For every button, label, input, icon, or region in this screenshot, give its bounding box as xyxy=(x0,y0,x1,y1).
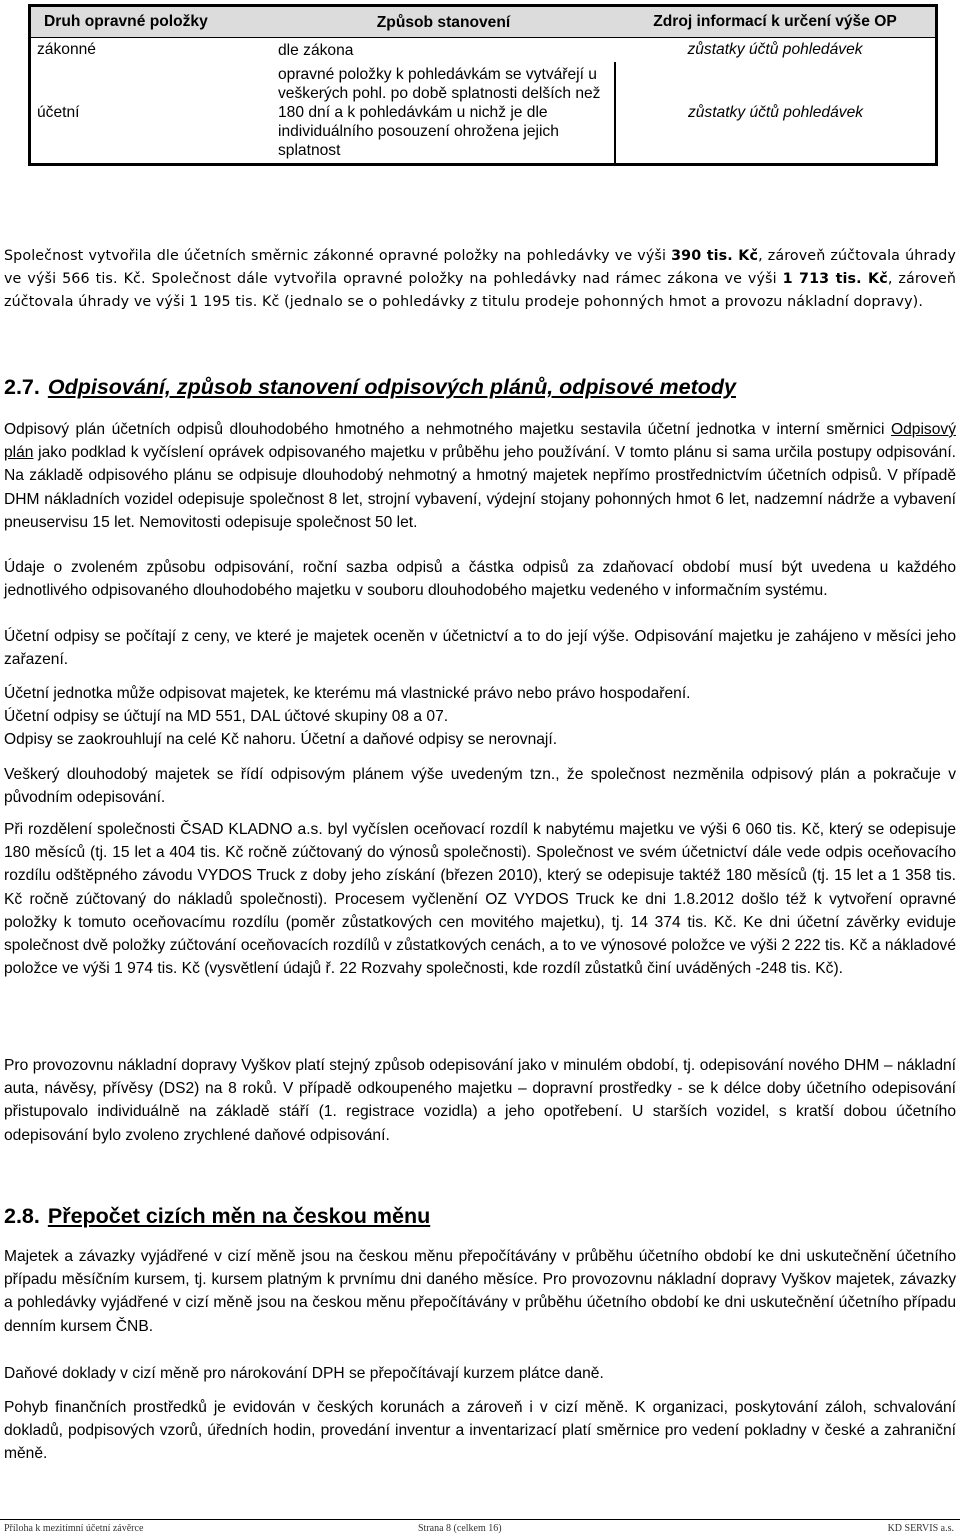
table-cell: zákonné xyxy=(37,41,96,58)
text-run: , zároveň zúčtovala úhrady ve výši 566 tis. Kč. Společnost dále vytvořila opravné položky na pohledávky nad rámec zákona ve výši xyxy=(4,248,956,288)
internal-directive-reference: Odpisový plán xyxy=(4,421,956,462)
section-heading-2-8 xyxy=(4,1204,430,1229)
paragraph-opravne-polozky xyxy=(4,245,956,315)
table-cell: zůstatky účtů pohledávek xyxy=(687,41,863,58)
table-row xyxy=(30,62,937,165)
value-390: 390 tis. Kč xyxy=(671,248,759,264)
table-header-cell: Druh opravné položky xyxy=(30,6,273,38)
paragraph: Účetní odpisy se počítají z ceny, ve které je majetek oceněn v účetnictví a to do její výše. Odpisování majetku je zahájeno v měsíci jeho zařazení. xyxy=(4,628,956,669)
footer-document-title: Příloha k mezitímní účetní závěrce xyxy=(4,1523,144,1534)
paragraph: Při rozdělení společnosti ČSAD KLADNO a.s. byl vyčíslen oceňovací rozdíl k nabytému majetku ve výši 6 060 tis. Kč, který se odepisuje 180 měsíců (tj. 15 let a 404 tis. Kč ročně zúčtovaný do výnosů společnosti). Společnost ve svém účetnictví dále vede odpis oceňovacího rozdílu odštěpného závodu VYDOS Truck z doby jeho získání (březen 2010), který se odepisuje taktéž 180 měsíců (tj. 15 let a 1 358 tis. Kč ročně zúčtovaný do nákladů společnosti). Procesem vyčlenění OZ VYDOS Truck ke dni 1.8.2012 došlo též k vytvoření opravné položky k tomuto oceňovacímu rozdílu (poměr zůstatkových cen movitého majetku), tj. 14 374 tis. Kč. Ke dni účetní závěrky eviduje společnost dvě položky zúčtování oceňovacích rozdílů v zůstatkových cenách, a to ve výnosové položce ve výši 2 222 tis. Kč a nákladové položce ve výši 1 974 tis. Kč (vysvětlení údajů ř. 22 Rozvahy společnosti, kde rozdíl zůstatků činí uváděných -248 tis. Kč). xyxy=(4,821,956,978)
paragraph: Veškerý dlouhodobý majetek se řídí odpisovým plánem výše uvedeným tzn., že společnost nezměnila odpisový plán a pokračuje v původním odepisování. xyxy=(4,766,956,807)
paragraph: Účetní jednotka může odpisovat majetek, ke kterému má vlastnické právo nebo právo hospodaření. xyxy=(4,685,691,702)
table-header-cell: Způsob stanovení xyxy=(272,6,615,38)
value-1713: 1 713 tis. Kč xyxy=(782,271,888,288)
footer-company: KD SERVIS a.s. xyxy=(887,1523,954,1534)
section-number: 2.7. xyxy=(4,375,40,399)
table-header-cell: Zdroj informací k určení výše OP xyxy=(615,6,937,38)
paragraph: Majetek a závazky vyjádřené v cizí měně jsou na českou měnu přepočítávány v průběhu účetního období ke dni uskutečnění účetního případu měsíčním kursem, tj. kursem platným k prvnímu dni daného měsíce. Pro provozovnu nákladní dopravy Vyškov majetek, závazky a pohledávky vyjádřené v cizí měně jsou na českou měnu přepočítávány v průběhu účetního období ke dni uskutečnění účetního případu denním kursem ČNB. xyxy=(4,1248,956,1335)
table-header-row xyxy=(30,6,937,38)
text-run: Společnost vytvořila dle účetních směrnic zákonné opravné položky na pohledávky ve výši xyxy=(4,248,672,264)
table-cell: dle zákona xyxy=(278,41,354,59)
paragraph: Daňové doklady v cizí měně pro nárokování DPH se přepočítávají kurzem plátce daně. xyxy=(4,1365,604,1382)
table-cell: účetní xyxy=(37,103,80,121)
opravne-polozky-table xyxy=(28,4,938,166)
paragraph: Údaje o zvoleném způsobu odpisování, roční sazba odpisů a částka odpisů za zdaňovací období musí být uvedena u každého jednotlivého odpisovaného dlouhodobého majetku v souboru dlouhodobého majetku vedeného v informačním systému. xyxy=(4,559,956,600)
paragraph xyxy=(4,418,956,534)
text-run: , zároveň zúčtovala úhrady ve výši 1 195 tis. Kč (jednalo se o pohledávky z titulu prodeje pohonných hmot a provozu nákladní dopravy). xyxy=(4,271,957,311)
table-row xyxy=(30,38,937,63)
footer-page-number: Strana 8 (celkem 16) xyxy=(418,1523,502,1534)
paragraph: Pohyb finančních prostředků je evidován v českých korunách a zároveň i v cizí měně. K organizaci, poskytování záloh, schvalování dokladů, podpisových vzorů, úředních hodin, provedání inventur a inventarizací platí směrnice pro vedení pokladny v české a zahraniční měně. xyxy=(4,1399,956,1463)
paragraph: Odpisy se zaokrouhlují na celé Kč nahoru. Účetní a daňové odpisy se nerovnají. xyxy=(4,731,558,748)
section-title: Přepočet cizích měn na českou měnu xyxy=(47,1204,431,1228)
table-cell: zůstatky účtů pohledávek xyxy=(615,62,937,165)
table-cell: opravné položky k pohledávkám se vytvářejí u veškerých pohl. po době splatnosti delších než 180 dní a k pohledávkám u nichž je dle individuálního posouzení ohrožena jejich splatnost xyxy=(278,66,601,159)
paragraph: Pro provozovnu nákladní dopravy Vyškov platí stejný způsob odepisování jako v minulém období, tj. odepisování nového DHM – nákladní auta, návěsy, přívěsy (DS2) na 8 roků. V případě odkoupeného majetku – dopravní prostředky - se k délce doby účetního odepisování přistupovalo individuálně na základě stáří (1. registrace vozidla) a jeho opotřebení. U starších vozidel, s kratší dobou účetního odepisování bylo zvoleno zrychlené daňové odpisování. xyxy=(4,1057,956,1144)
text-run: jako podklad k vyčíslení oprávek odpisovaného majetku v průběhu jeho používání. V tomto plánu si sama určila postupy odpisování. Na základě odpisového plánu se odpisuje dlouhodobý nehmotný a hmotný majetek nepřímo prostřednictvím účetních odpisů. V případě DHM nákladních vozidel odepisuje společnost 8 let, strojní vybavení, výdejní stojany pohonných hmot 6 let, nadzemní nádrže a vybavení pneuservisu 15 let. Nemovitosti odepisuje společnost 50 let. xyxy=(4,444,956,531)
page-footer xyxy=(0,1519,960,1537)
section-heading-2-7 xyxy=(4,375,736,400)
section-number: 2.8. xyxy=(4,1204,40,1228)
paragraph: Účetní odpisy se účtují na MD 551, DAL účtové skupiny 08 a 07. xyxy=(4,708,449,725)
text-run: Odpisový plán účetních odpisů dlouhodobého hmotného a nehmotného majetku sestavila účetní jednotka v interní směrnici xyxy=(4,421,891,438)
section-title: Odpisování, způsob stanovení odpisových plánů, odpisové metody xyxy=(47,375,736,399)
